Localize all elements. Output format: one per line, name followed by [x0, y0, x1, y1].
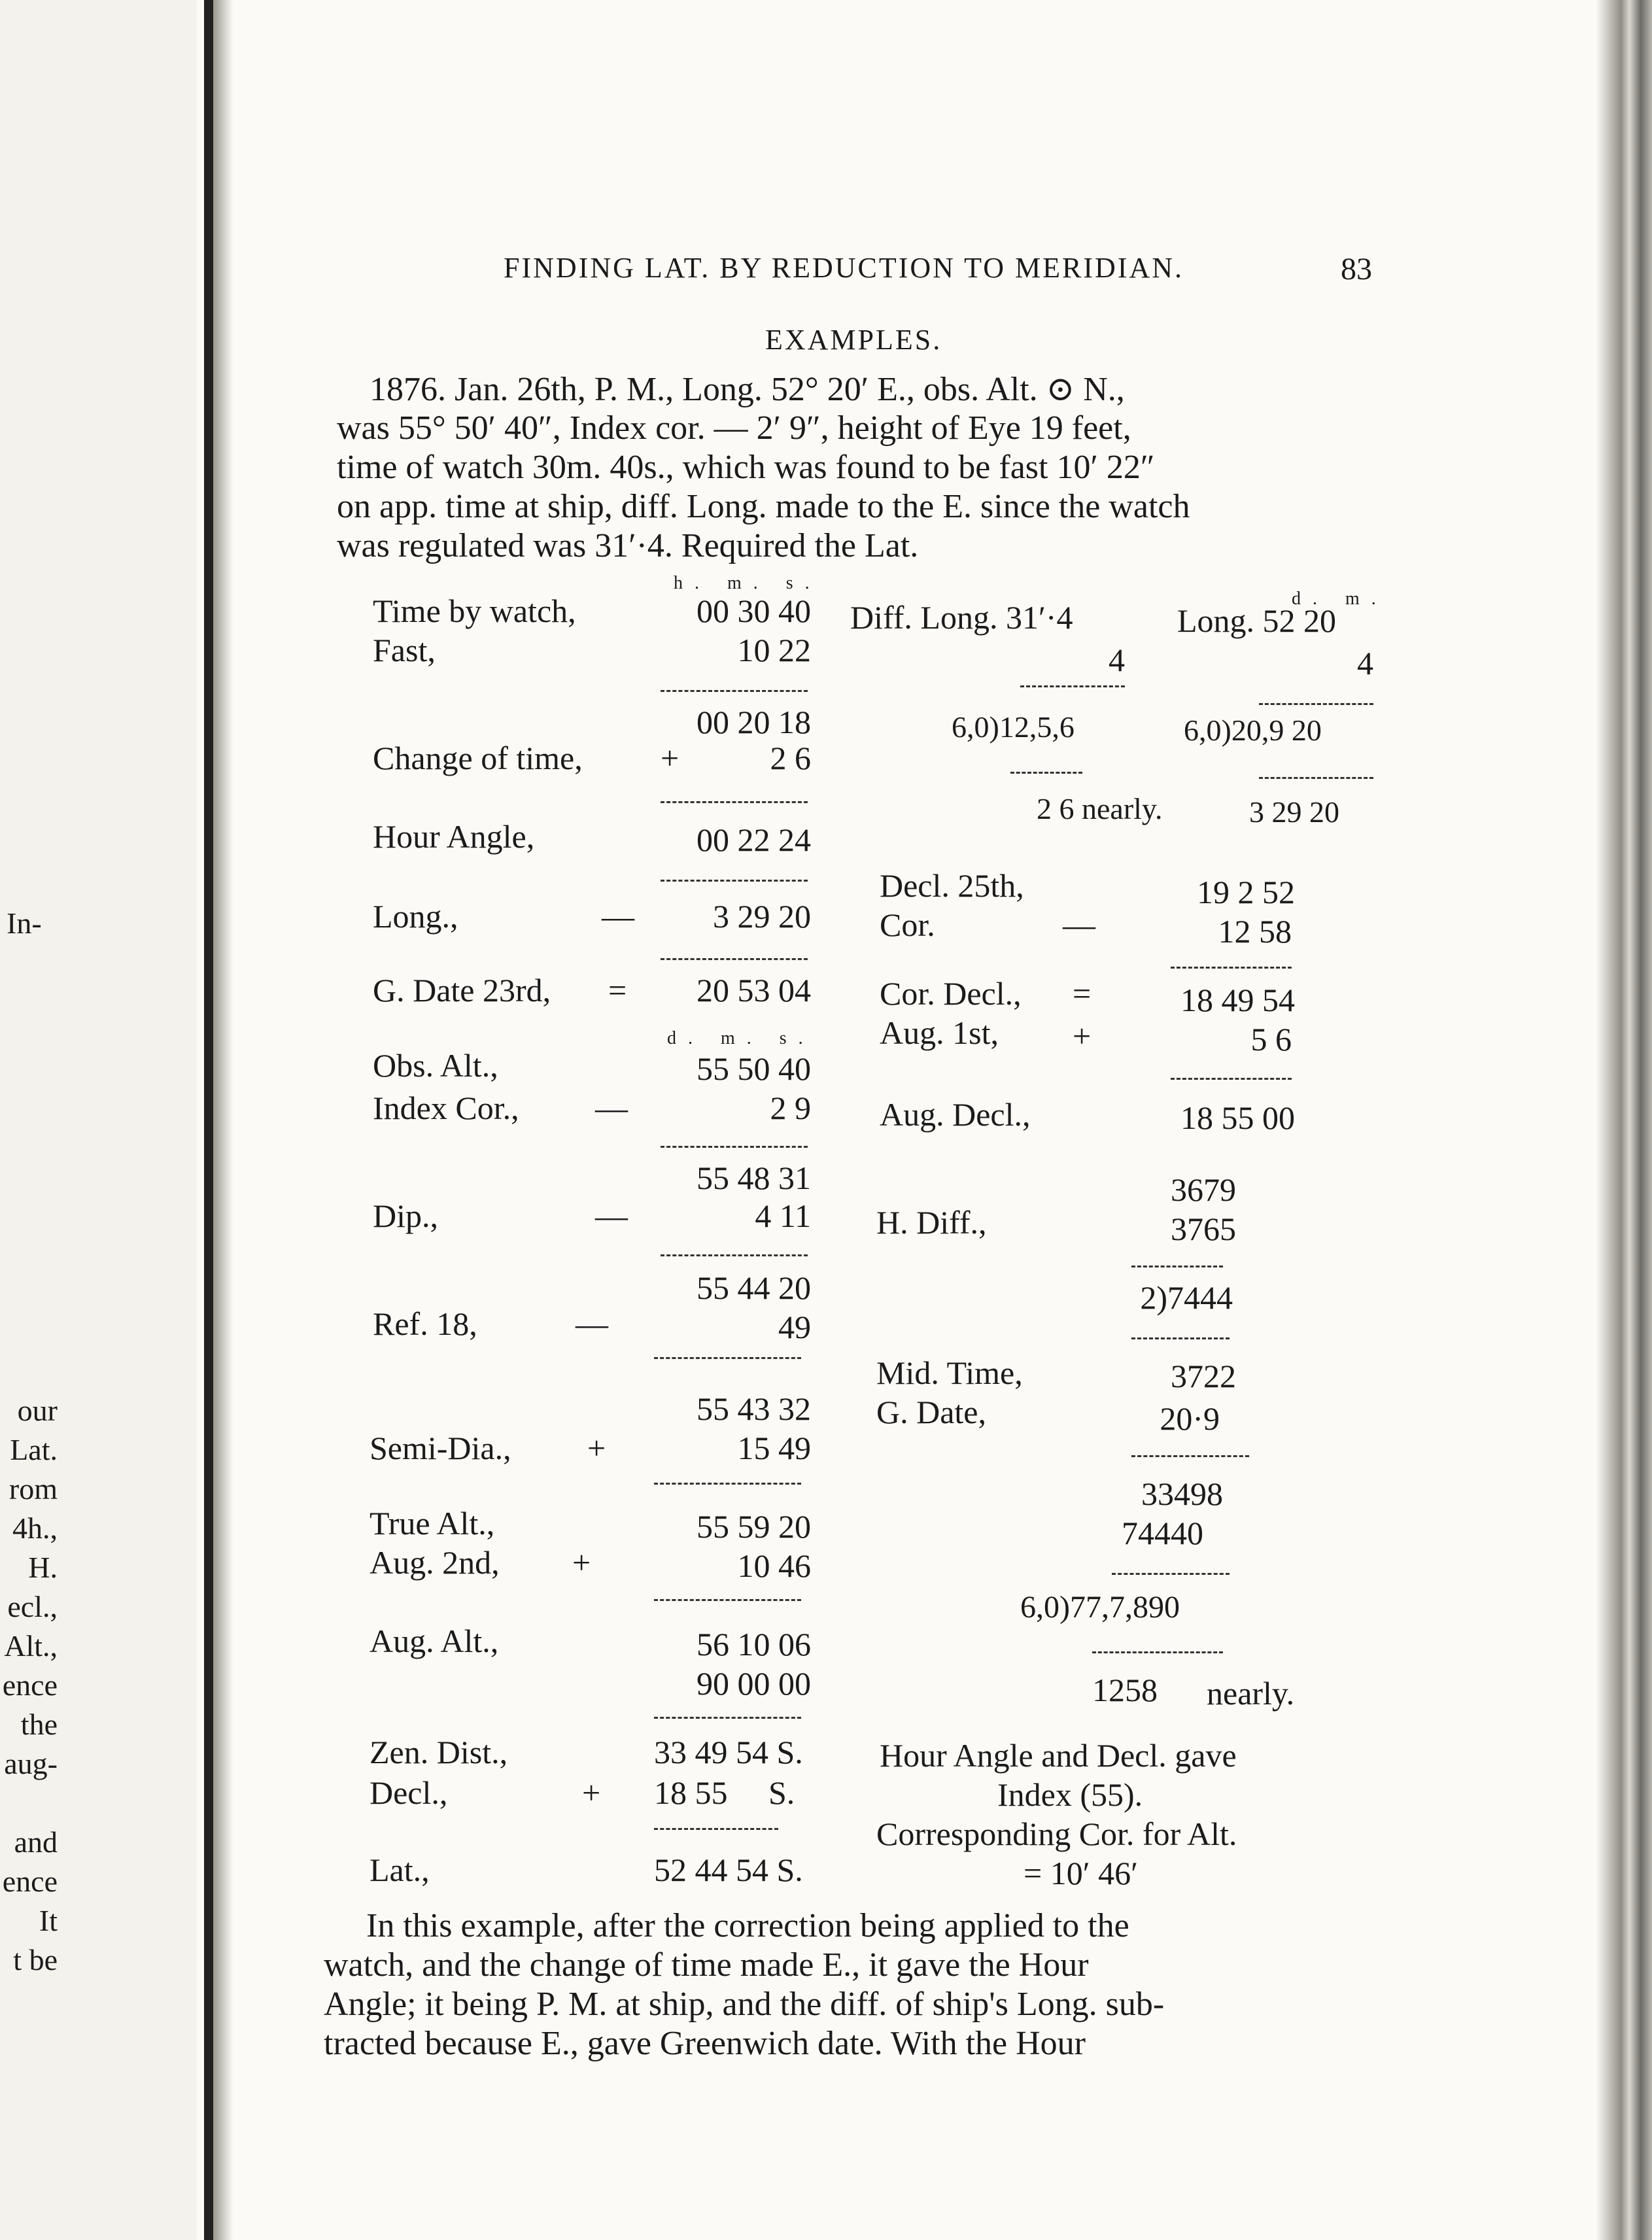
- rule: [661, 880, 808, 882]
- hdiff-d: 3722: [1171, 1358, 1236, 1394]
- row-label: Ref. 18,: [373, 1305, 477, 1342]
- row-label: Lat.,: [370, 1852, 430, 1888]
- intro-line: time of watch 30m. 40s., which was found to be fast 10′ 22″: [337, 449, 1155, 486]
- fragment: H.: [28, 1551, 58, 1584]
- intro-line: on app. time at ship, diff. Long. made to the E. since the watch: [337, 488, 1190, 525]
- fragment: ecl.,: [7, 1590, 58, 1623]
- row-label: Long.,: [373, 898, 458, 935]
- fragment: the: [20, 1708, 58, 1741]
- row-label: Index Cor.,: [373, 1090, 519, 1126]
- intro-line: was regulated was 31′·4. Required the Lat.: [337, 527, 919, 564]
- hdiff-g: 74440: [1122, 1515, 1203, 1551]
- fragment: and: [14, 1825, 58, 1859]
- intro-line: 1876. Jan. 26th, P. M., Long. 52° 20′ E., obs. Alt. ⊙ N.,: [370, 371, 1125, 408]
- row-label: Aug. Alt.,: [370, 1623, 499, 1659]
- rule: [1171, 967, 1292, 969]
- row-value: 55 43 32: [697, 1390, 811, 1427]
- decl-value: 12 58: [1218, 913, 1292, 950]
- rule: [661, 1146, 808, 1148]
- closing-line: Angle; it being P. M. at ship, and the diff. of ship's Long. sub-: [324, 1986, 1165, 2023]
- row-value: 2 6: [770, 740, 811, 776]
- row-sign: +: [587, 1430, 606, 1466]
- fragment: aug-: [4, 1747, 58, 1780]
- note-line: Index (55).: [997, 1776, 1143, 1813]
- rule: [1010, 772, 1082, 774]
- units-dms: d. m. s.: [667, 1028, 815, 1048]
- row-label: G. Date 23rd,: [373, 972, 551, 1008]
- row-value: 4 11: [755, 1198, 811, 1234]
- decl-label: Cor.: [880, 906, 935, 943]
- row-label: Zen. Dist.,: [370, 1734, 508, 1770]
- row-label: Hour Angle,: [373, 818, 535, 855]
- row-value: 55 50 40: [697, 1050, 811, 1087]
- row-value: 18 55 S.: [654, 1774, 795, 1811]
- note-line: = 10′ 46′: [1024, 1855, 1139, 1891]
- fragment: It: [39, 1904, 58, 1937]
- row-sign: +: [661, 740, 680, 776]
- rule: [1020, 685, 1125, 687]
- row-sign: —: [595, 1090, 628, 1126]
- rule: [654, 1828, 778, 1830]
- row-label: Change of time,: [373, 740, 583, 776]
- page-gutter: [204, 0, 213, 2240]
- row-value: 00 22 24: [697, 821, 811, 858]
- row-value: 2 9: [770, 1090, 811, 1126]
- row-value: 33 49 54 S.: [654, 1734, 803, 1770]
- long-division: 6,0)20,9 20: [1184, 714, 1322, 747]
- row-value: 49: [778, 1309, 811, 1345]
- row-value: 00 20 18: [697, 704, 811, 740]
- decl-value: 5 6: [1250, 1021, 1292, 1058]
- closing-line: watch, and the change of time made E., it gave the Hour: [324, 1946, 1089, 1984]
- rule: [654, 1357, 801, 1359]
- g-date-label: G. Date,: [876, 1394, 986, 1430]
- note-line: Corresponding Cor. for Alt.: [876, 1816, 1237, 1852]
- decl-label: Decl. 25th,: [880, 867, 1024, 904]
- decl-label: Aug. 1st,: [880, 1014, 999, 1051]
- row-value: 55 59 20: [697, 1508, 811, 1545]
- decl-label: Aug. Decl.,: [880, 1096, 1031, 1133]
- row-label: Semi-Dia.,: [370, 1430, 511, 1466]
- intro-line: was 55° 50′ 40″, Index cor. — 2′ 9″, height of Eye 19 feet,: [337, 409, 1131, 447]
- rule: [1092, 1651, 1223, 1653]
- diff-long-label: Diff. Long. 31′·4: [850, 599, 1073, 636]
- fragment: Alt.,: [4, 1629, 58, 1663]
- rule: [1112, 1573, 1230, 1575]
- rule: [661, 690, 808, 692]
- row-value: 55 48 31: [697, 1160, 811, 1196]
- rule: [654, 1717, 801, 1719]
- row-label: Decl.,: [370, 1774, 448, 1811]
- row-sign: —: [576, 1305, 608, 1342]
- row-sign: =: [608, 972, 627, 1008]
- rule: [661, 1254, 808, 1256]
- row-sign: —: [595, 1198, 628, 1234]
- row-value: 52 44 54 S.: [654, 1852, 803, 1888]
- decl-sign: =: [1073, 975, 1092, 1012]
- row-value: 20 53 04: [697, 972, 811, 1008]
- closing-line: tracted because E., gave Greenwich date. With the Hour: [324, 2025, 1086, 2062]
- diff-long-result: 2 6 nearly.: [1037, 792, 1163, 825]
- row-label: Time by watch,: [373, 593, 576, 629]
- hdiff-label: H. Diff.,: [876, 1204, 987, 1241]
- diff-long-line2: 4: [1109, 642, 1125, 678]
- rule: [1131, 1337, 1230, 1339]
- diff-long-division: 6,0)12,5,6: [952, 710, 1075, 744]
- hdiff-f: 33498: [1141, 1475, 1223, 1512]
- row-sign: +: [582, 1774, 601, 1811]
- page-number: 83: [1341, 252, 1372, 286]
- note-line: Hour Angle and Decl. gave: [880, 1737, 1237, 1774]
- rule: [661, 958, 808, 960]
- rule: [1259, 703, 1373, 705]
- row-sign: +: [572, 1544, 591, 1581]
- decl-label: Cor. Decl.,: [880, 975, 1022, 1012]
- units-hms: h. m. s.: [674, 573, 821, 593]
- hdiff-e: 20·9: [1160, 1400, 1220, 1437]
- hdiff-nearly: nearly.: [1207, 1675, 1295, 1712]
- decl-value: 19 2 52: [1197, 874, 1295, 910]
- row-value: 10 22: [737, 632, 811, 668]
- page-edge-stack: [1596, 0, 1652, 2240]
- long-label: Long. 52 20: [1177, 602, 1337, 639]
- hdiff-b: 3765: [1171, 1211, 1236, 1247]
- hdiff-i: 1258: [1092, 1672, 1158, 1708]
- rule: [654, 1599, 801, 1601]
- row-value: 90 00 00: [697, 1665, 811, 1702]
- mid-time-label: Mid. Time,: [876, 1354, 1023, 1391]
- decl-sign: —: [1063, 906, 1095, 943]
- rule: [654, 1483, 801, 1485]
- row-value: 10 46: [737, 1547, 811, 1584]
- row-label: Dip.,: [373, 1198, 438, 1234]
- fragment: t be: [13, 1943, 58, 1976]
- fragment: our: [17, 1394, 58, 1427]
- row-label: True Alt.,: [370, 1505, 495, 1542]
- decl-sign: +: [1073, 1018, 1092, 1054]
- decl-value: 18 55 00: [1180, 1099, 1295, 1136]
- row-value: 3 29 20: [713, 898, 811, 935]
- running-title: FINDING LAT. BY REDUCTION TO MERIDIAN.: [504, 252, 1184, 284]
- fragment: In-: [7, 906, 42, 940]
- rule: [1131, 1266, 1223, 1267]
- gutter-shadow: [213, 0, 233, 2240]
- fragment: ence: [2, 1668, 58, 1702]
- section-title: EXAMPLES.: [765, 324, 942, 356]
- closing-line: In this example, after the correction being applied to the: [366, 1907, 1129, 1944]
- decl-value: 18 49 54: [1180, 982, 1295, 1018]
- fragment: rom: [9, 1472, 58, 1506]
- fragment: ence: [2, 1865, 58, 1898]
- hdiff-h: 6,0)77,7,890: [1020, 1590, 1180, 1625]
- row-value: 00 30 40: [697, 593, 811, 629]
- long-line2: 4: [1357, 645, 1373, 681]
- rule: [1259, 777, 1373, 779]
- row-sign: —: [602, 898, 634, 935]
- long-result: 3 29 20: [1249, 795, 1339, 829]
- rule: [1171, 1078, 1292, 1080]
- row-label: Aug. 2nd,: [370, 1544, 500, 1581]
- row-value: 15 49: [737, 1430, 811, 1466]
- row-label: Fast,: [373, 632, 436, 668]
- fragment: Lat.: [10, 1433, 58, 1466]
- row-label: Obs. Alt.,: [373, 1047, 498, 1084]
- hdiff-c: 2)7444: [1140, 1279, 1233, 1316]
- units-dm: d. m.: [1292, 589, 1388, 609]
- rule: [661, 801, 808, 803]
- rule: [1131, 1455, 1249, 1457]
- row-value: 55 44 20: [697, 1269, 811, 1306]
- row-value: 56 10 06: [697, 1626, 811, 1663]
- hdiff-a: 3679: [1171, 1171, 1236, 1208]
- fragment: 4h.,: [12, 1511, 58, 1545]
